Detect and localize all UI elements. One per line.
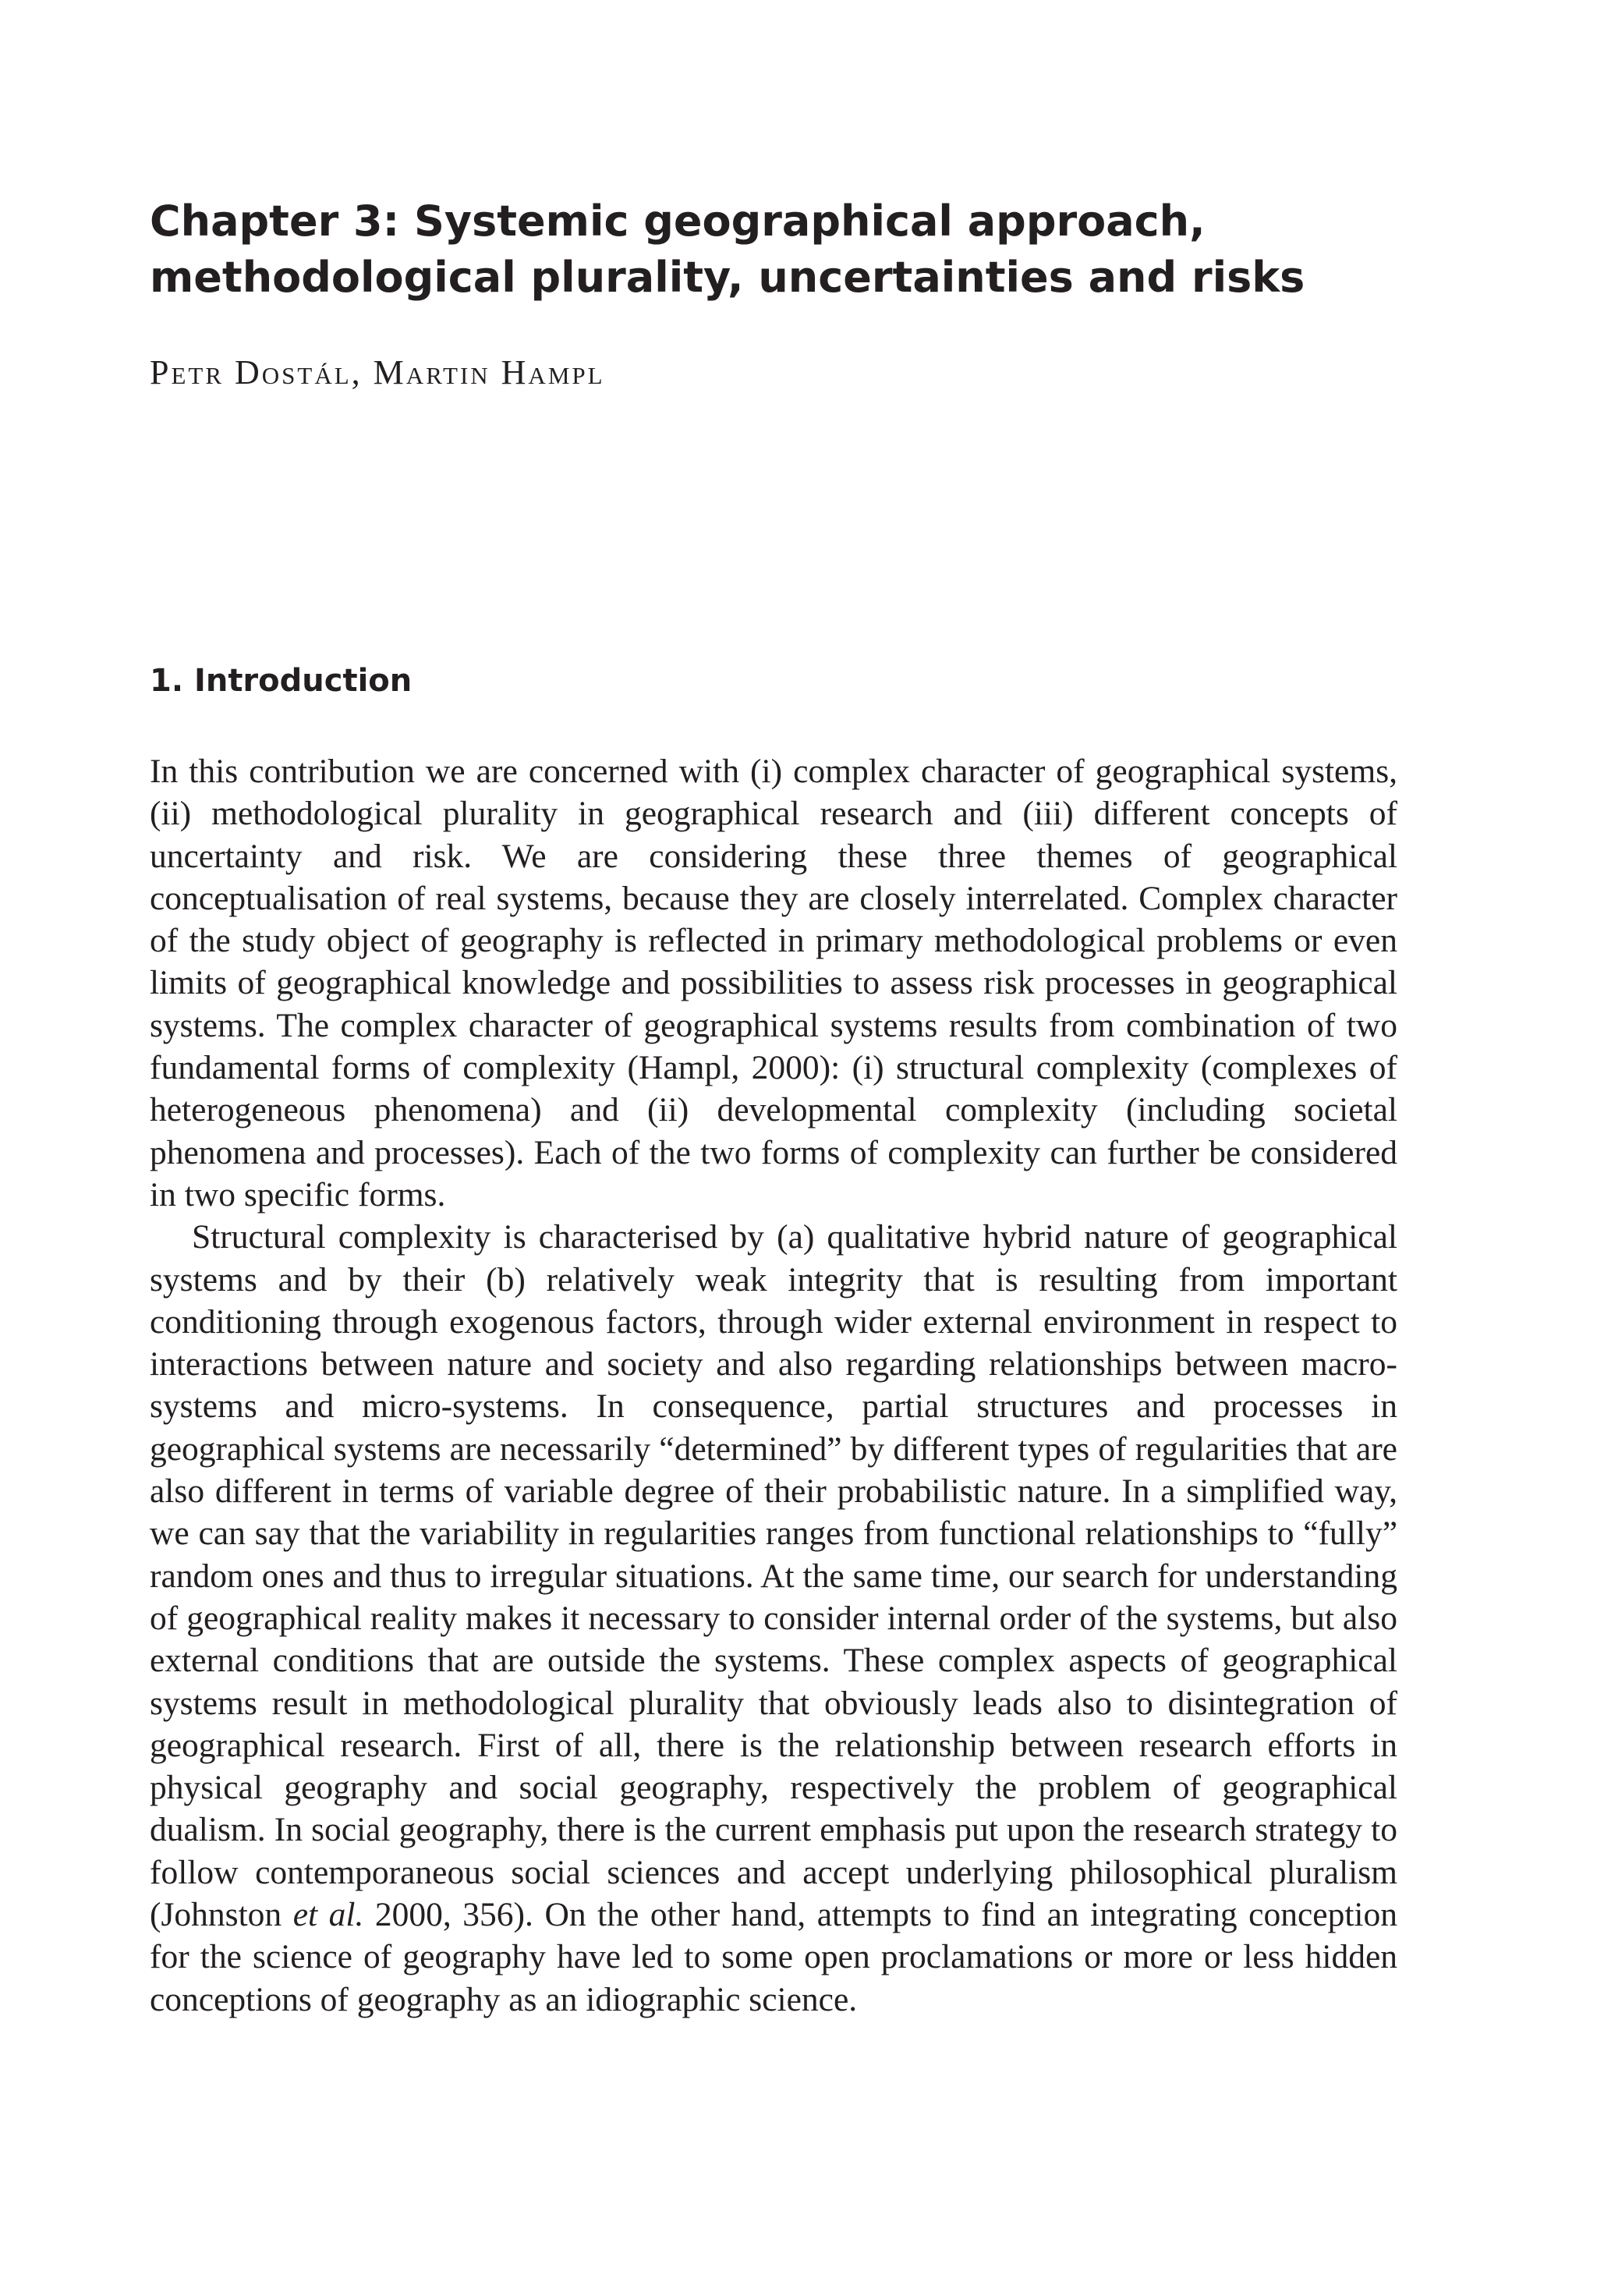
chapter-title bbox=[150, 193, 1397, 306]
paragraph-2-text-b: 2000, 356). On the other hand, attempts to find an integrating conception for the science of geography have led to some open proclamations or more or less hidden conceptions of geography as an idiographic science. bbox=[150, 1896, 1397, 2018]
section-heading-introduction: 1. Introduction bbox=[150, 663, 413, 699]
chapter-title-line-2: methodological plurality, uncertainties and risks bbox=[150, 253, 1305, 302]
chapter-authors: Petr Dostál, Martin Hampl bbox=[150, 353, 605, 392]
book-page bbox=[150, 0, 1397, 2296]
body-text bbox=[150, 750, 1397, 2021]
paragraph-2 bbox=[150, 1216, 1397, 2021]
paragraph-2-text-a: Structural complexity is characterised by (a) qualitative hybrid nature of geographical systems and by their (b) relatively weak integrity that is resulting from important conditioning through exogenous factors, through wider external environment in respect to interactions between nature and society and also regarding relationships between macro-systems and micro-systems. In consequence, partial structures and processes in geographical systems are necessarily “determined” by different types of regularities that are also different in terms of variable degree of their probabilistic nature. In a simplified way, we can say that the variability in regularities ranges from functional relationships to “fully” random ones and thus to irregular situations. At the same time, our search for understanding of geographical reality makes it necessary to consider internal order of the systems, but also external conditions that are outside the systems. These complex aspects of geographical systems result in methodological plurality that obviously leads also to disintegration of geographical research. First of all, there is the relationship between research efforts in physical geography and social geography, respectively the problem of geographical dualism. In social geography, there is the current emphasis put upon the research strategy to follow contemporaneous social sciences and accept underlying philosophical pluralism (Johnston bbox=[150, 1218, 1397, 1934]
chapter-title-line-1: Chapter 3: Systemic geographical approach, bbox=[150, 197, 1206, 246]
paragraph-1: In this contribution we are concerned with (i) complex character of geographical systems, (ii) methodological plurality in geographical research and (iii) different concepts of uncertainty and risk. We are considering these three themes of geographical conceptualisation of real systems, because they are closely interrelated. Complex character of the study object of geography is reflected in primary methodological problems or even limits of geographical knowledge and possibilities to assess risk processes in geographical systems. The complex character of geographical systems results from combination of two fundamental forms of complexity (Hampl, 2000): (i) structural complexity (complexes of heterogeneous phenomena) and (ii) developmental complexity (including societal phenomena and processes). Each of the two forms of complexity can further be considered in two specific forms. bbox=[150, 753, 1397, 1214]
paragraph-2-citation-italic: et al. bbox=[292, 1896, 364, 1934]
